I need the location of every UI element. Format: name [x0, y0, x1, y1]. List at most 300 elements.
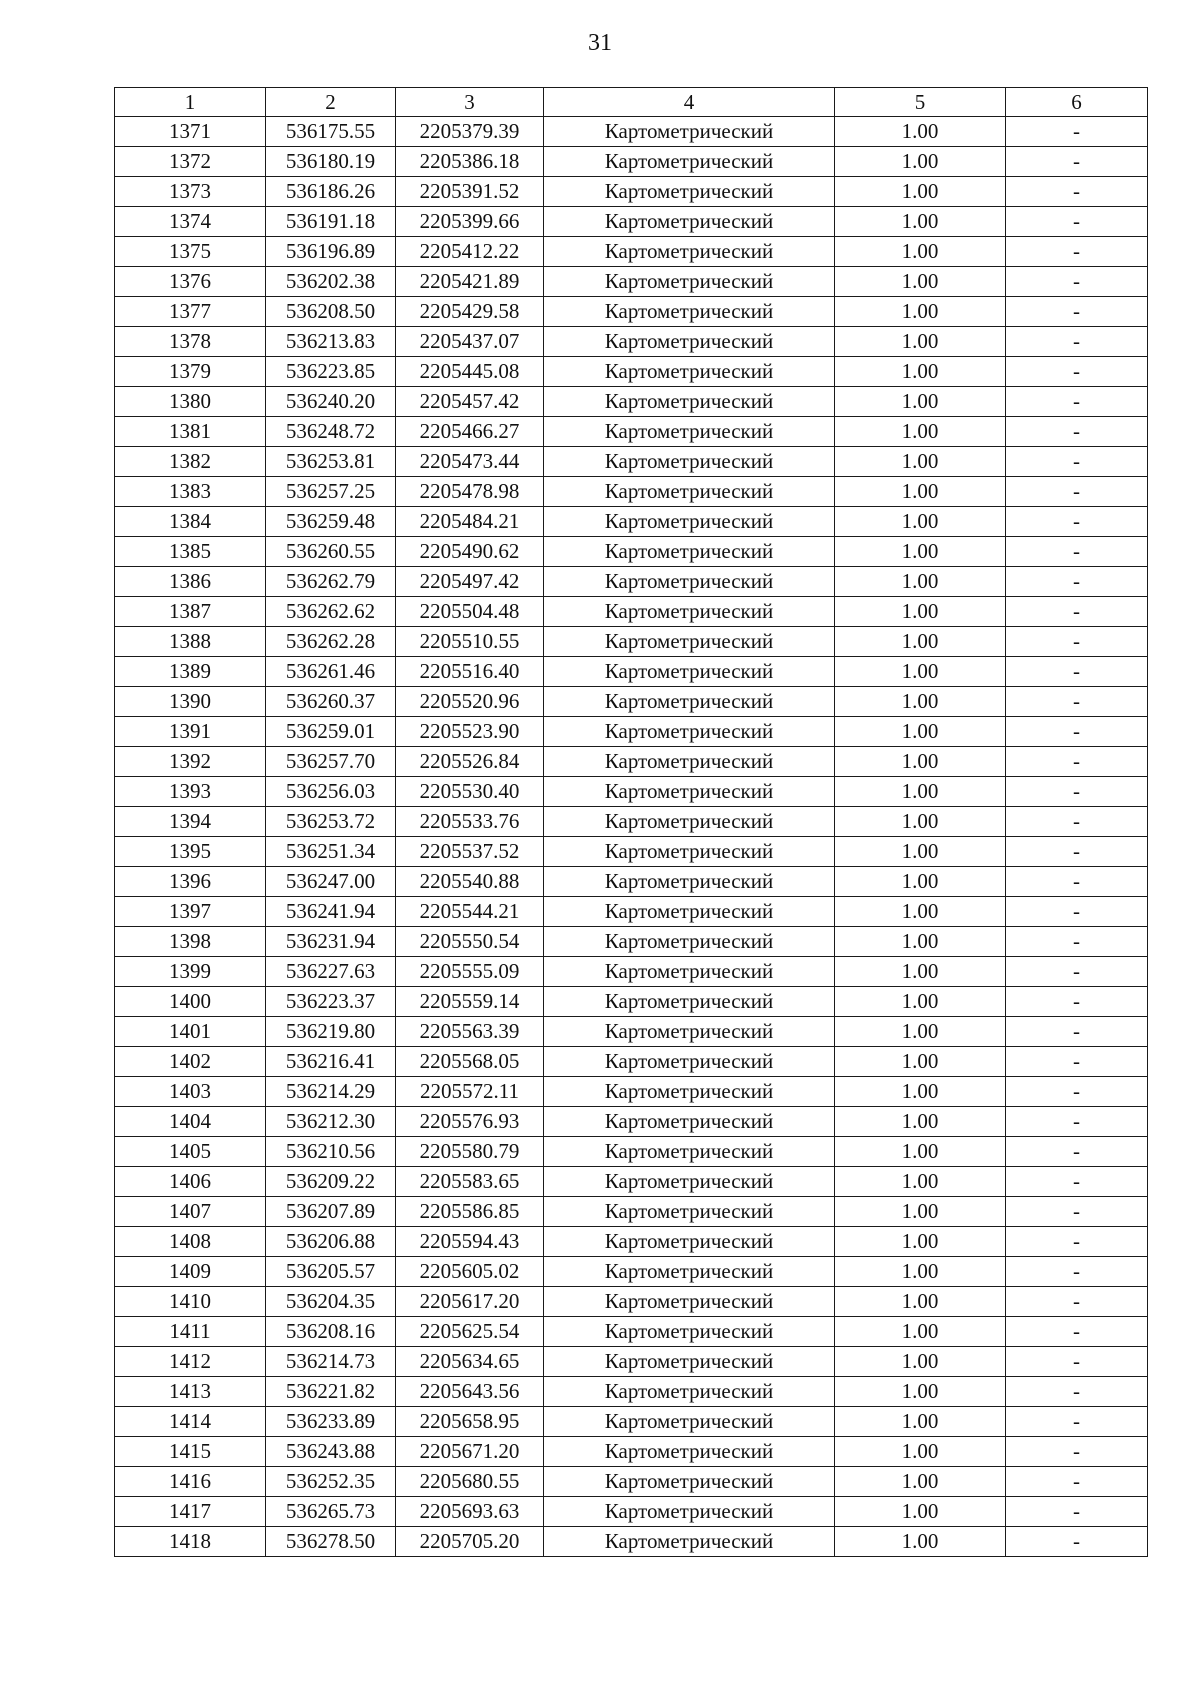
- note-cell: -: [1006, 1317, 1148, 1347]
- table-body: [115, 117, 1148, 1557]
- note-cell: -: [1006, 267, 1148, 297]
- note-cell: -: [1006, 327, 1148, 357]
- accuracy-cell: 1.00: [835, 1347, 1006, 1377]
- point-number-cell: 1389: [115, 657, 266, 687]
- note-cell: -: [1006, 1227, 1148, 1257]
- note-cell: -: [1006, 447, 1148, 477]
- x-coordinate-cell: 536247.00: [266, 867, 396, 897]
- accuracy-cell: 1.00: [835, 687, 1006, 717]
- table-row: [115, 1347, 1148, 1377]
- table-row: [115, 537, 1148, 567]
- y-coordinate-cell: 2205437.07: [396, 327, 544, 357]
- table-row: [115, 1107, 1148, 1137]
- y-coordinate-cell: 2205530.40: [396, 777, 544, 807]
- note-cell: -: [1006, 957, 1148, 987]
- coordinates-table: [114, 87, 1148, 1557]
- table-row: [115, 627, 1148, 657]
- method-cell: Картометрический: [544, 987, 835, 1017]
- y-coordinate-cell: 2205544.21: [396, 897, 544, 927]
- note-cell: -: [1006, 1287, 1148, 1317]
- note-cell: -: [1006, 1347, 1148, 1377]
- y-coordinate-cell: 2205576.93: [396, 1107, 544, 1137]
- note-cell: -: [1006, 1527, 1148, 1557]
- y-coordinate-cell: 2205563.39: [396, 1017, 544, 1047]
- table-row: [115, 1137, 1148, 1167]
- accuracy-cell: 1.00: [835, 237, 1006, 267]
- y-coordinate-cell: 2205605.02: [396, 1257, 544, 1287]
- note-cell: -: [1006, 1197, 1148, 1227]
- point-number-cell: 1387: [115, 597, 266, 627]
- point-number-cell: 1393: [115, 777, 266, 807]
- x-coordinate-cell: 536231.94: [266, 927, 396, 957]
- note-cell: -: [1006, 1077, 1148, 1107]
- x-coordinate-cell: 536186.26: [266, 177, 396, 207]
- x-coordinate-cell: 536260.37: [266, 687, 396, 717]
- y-coordinate-cell: 2205386.18: [396, 147, 544, 177]
- point-number-cell: 1416: [115, 1467, 266, 1497]
- y-coordinate-cell: 2205473.44: [396, 447, 544, 477]
- y-coordinate-cell: 2205559.14: [396, 987, 544, 1017]
- note-cell: -: [1006, 1047, 1148, 1077]
- note-cell: -: [1006, 1437, 1148, 1467]
- method-cell: Картометрический: [544, 777, 835, 807]
- table-row: [115, 987, 1148, 1017]
- x-coordinate-cell: 536243.88: [266, 1437, 396, 1467]
- point-number-cell: 1371: [115, 117, 266, 147]
- x-coordinate-cell: 536204.35: [266, 1287, 396, 1317]
- accuracy-cell: 1.00: [835, 1137, 1006, 1167]
- method-cell: Картометрический: [544, 597, 835, 627]
- table-row: [115, 147, 1148, 177]
- accuracy-cell: 1.00: [835, 627, 1006, 657]
- method-cell: Картометрический: [544, 1167, 835, 1197]
- point-number-cell: 1411: [115, 1317, 266, 1347]
- note-cell: -: [1006, 537, 1148, 567]
- method-cell: Картометрический: [544, 717, 835, 747]
- point-number-cell: 1403: [115, 1077, 266, 1107]
- table-row: [115, 1197, 1148, 1227]
- y-coordinate-cell: 2205586.85: [396, 1197, 544, 1227]
- y-coordinate-cell: 2205594.43: [396, 1227, 544, 1257]
- x-coordinate-cell: 536191.18: [266, 207, 396, 237]
- point-number-cell: 1395: [115, 837, 266, 867]
- point-number-cell: 1401: [115, 1017, 266, 1047]
- y-coordinate-cell: 2205490.62: [396, 537, 544, 567]
- method-cell: Картометрический: [544, 1347, 835, 1377]
- x-coordinate-cell: 536202.38: [266, 267, 396, 297]
- accuracy-cell: 1.00: [835, 1317, 1006, 1347]
- method-cell: Картометрический: [544, 297, 835, 327]
- table-row: [115, 807, 1148, 837]
- table-row: [115, 1497, 1148, 1527]
- x-coordinate-cell: 536216.41: [266, 1047, 396, 1077]
- note-cell: -: [1006, 1497, 1148, 1527]
- method-cell: Картометрический: [544, 177, 835, 207]
- x-coordinate-cell: 536256.03: [266, 777, 396, 807]
- note-cell: -: [1006, 357, 1148, 387]
- y-coordinate-cell: 2205429.58: [396, 297, 544, 327]
- note-cell: -: [1006, 837, 1148, 867]
- x-coordinate-cell: 536259.01: [266, 717, 396, 747]
- y-coordinate-cell: 2205379.39: [396, 117, 544, 147]
- accuracy-cell: 1.00: [835, 267, 1006, 297]
- x-coordinate-cell: 536262.28: [266, 627, 396, 657]
- point-number-cell: 1398: [115, 927, 266, 957]
- y-coordinate-cell: 2205445.08: [396, 357, 544, 387]
- table-row: [115, 747, 1148, 777]
- x-coordinate-cell: 536253.81: [266, 447, 396, 477]
- table-row: [115, 297, 1148, 327]
- y-coordinate-cell: 2205572.11: [396, 1077, 544, 1107]
- point-number-cell: 1409: [115, 1257, 266, 1287]
- x-coordinate-cell: 536278.50: [266, 1527, 396, 1557]
- accuracy-cell: 1.00: [835, 927, 1006, 957]
- accuracy-cell: 1.00: [835, 297, 1006, 327]
- method-cell: Картометрический: [544, 897, 835, 927]
- method-cell: Картометрический: [544, 1497, 835, 1527]
- note-cell: -: [1006, 597, 1148, 627]
- method-cell: Картометрический: [544, 1077, 835, 1107]
- x-coordinate-cell: 536212.30: [266, 1107, 396, 1137]
- method-cell: Картометрический: [544, 1107, 835, 1137]
- point-number-cell: 1383: [115, 477, 266, 507]
- x-coordinate-cell: 536240.20: [266, 387, 396, 417]
- note-cell: -: [1006, 417, 1148, 447]
- x-coordinate-cell: 536175.55: [266, 117, 396, 147]
- y-coordinate-cell: 2205520.96: [396, 687, 544, 717]
- point-number-cell: 1390: [115, 687, 266, 717]
- accuracy-cell: 1.00: [835, 327, 1006, 357]
- column-header: 4: [544, 88, 835, 117]
- method-cell: Картометрический: [544, 357, 835, 387]
- accuracy-cell: 1.00: [835, 1017, 1006, 1047]
- x-coordinate-cell: 536209.22: [266, 1167, 396, 1197]
- x-coordinate-cell: 536262.62: [266, 597, 396, 627]
- accuracy-cell: 1.00: [835, 1047, 1006, 1077]
- table-row: [115, 357, 1148, 387]
- table-row: [115, 1167, 1148, 1197]
- column-header: 6: [1006, 88, 1148, 117]
- x-coordinate-cell: 536248.72: [266, 417, 396, 447]
- point-number-cell: 1405: [115, 1137, 266, 1167]
- table-row: [115, 177, 1148, 207]
- y-coordinate-cell: 2205478.98: [396, 477, 544, 507]
- x-coordinate-cell: 536223.37: [266, 987, 396, 1017]
- accuracy-cell: 1.00: [835, 537, 1006, 567]
- note-cell: -: [1006, 507, 1148, 537]
- y-coordinate-cell: 2205550.54: [396, 927, 544, 957]
- method-cell: Картометрический: [544, 1407, 835, 1437]
- point-number-cell: 1380: [115, 387, 266, 417]
- table-row: [115, 417, 1148, 447]
- note-cell: -: [1006, 927, 1148, 957]
- accuracy-cell: 1.00: [835, 1497, 1006, 1527]
- method-cell: Картометрический: [544, 837, 835, 867]
- note-cell: -: [1006, 807, 1148, 837]
- table-row: [115, 507, 1148, 537]
- method-cell: Картометрический: [544, 1527, 835, 1557]
- column-header: 3: [396, 88, 544, 117]
- point-number-cell: 1407: [115, 1197, 266, 1227]
- table-row: [115, 957, 1148, 987]
- point-number-cell: 1417: [115, 1497, 266, 1527]
- point-number-cell: 1397: [115, 897, 266, 927]
- accuracy-cell: 1.00: [835, 657, 1006, 687]
- x-coordinate-cell: 536257.70: [266, 747, 396, 777]
- point-number-cell: 1399: [115, 957, 266, 987]
- accuracy-cell: 1.00: [835, 717, 1006, 747]
- y-coordinate-cell: 2205671.20: [396, 1437, 544, 1467]
- method-cell: Картометрический: [544, 417, 835, 447]
- note-cell: -: [1006, 627, 1148, 657]
- point-number-cell: 1415: [115, 1437, 266, 1467]
- method-cell: Картометрический: [544, 1257, 835, 1287]
- note-cell: -: [1006, 1257, 1148, 1287]
- x-coordinate-cell: 536252.35: [266, 1467, 396, 1497]
- table-row: [115, 267, 1148, 297]
- table-row: [115, 1317, 1148, 1347]
- y-coordinate-cell: 2205693.63: [396, 1497, 544, 1527]
- method-cell: Картометрический: [544, 807, 835, 837]
- y-coordinate-cell: 2205457.42: [396, 387, 544, 417]
- method-cell: Картометрический: [544, 387, 835, 417]
- method-cell: Картометрический: [544, 1287, 835, 1317]
- x-coordinate-cell: 536251.34: [266, 837, 396, 867]
- x-coordinate-cell: 536210.56: [266, 1137, 396, 1167]
- x-coordinate-cell: 536233.89: [266, 1407, 396, 1437]
- accuracy-cell: 1.00: [835, 1197, 1006, 1227]
- accuracy-cell: 1.00: [835, 387, 1006, 417]
- accuracy-cell: 1.00: [835, 1377, 1006, 1407]
- note-cell: -: [1006, 987, 1148, 1017]
- table-row: [115, 117, 1148, 147]
- y-coordinate-cell: 2205583.65: [396, 1167, 544, 1197]
- table-row: [115, 897, 1148, 927]
- x-coordinate-cell: 536260.55: [266, 537, 396, 567]
- point-number-cell: 1394: [115, 807, 266, 837]
- note-cell: -: [1006, 777, 1148, 807]
- table-row: [115, 327, 1148, 357]
- accuracy-cell: 1.00: [835, 1407, 1006, 1437]
- x-coordinate-cell: 536213.83: [266, 327, 396, 357]
- column-header: 1: [115, 88, 266, 117]
- note-cell: -: [1006, 717, 1148, 747]
- point-number-cell: 1375: [115, 237, 266, 267]
- method-cell: Картометрический: [544, 1317, 835, 1347]
- note-cell: -: [1006, 897, 1148, 927]
- point-number-cell: 1412: [115, 1347, 266, 1377]
- note-cell: -: [1006, 1017, 1148, 1047]
- accuracy-cell: 1.00: [835, 1257, 1006, 1287]
- accuracy-cell: 1.00: [835, 957, 1006, 987]
- accuracy-cell: 1.00: [835, 357, 1006, 387]
- accuracy-cell: 1.00: [835, 777, 1006, 807]
- y-coordinate-cell: 2205580.79: [396, 1137, 544, 1167]
- method-cell: Картометрический: [544, 207, 835, 237]
- accuracy-cell: 1.00: [835, 1287, 1006, 1317]
- y-coordinate-cell: 2205533.76: [396, 807, 544, 837]
- accuracy-cell: 1.00: [835, 897, 1006, 927]
- accuracy-cell: 1.00: [835, 1467, 1006, 1497]
- x-coordinate-cell: 536208.50: [266, 297, 396, 327]
- y-coordinate-cell: 2205523.90: [396, 717, 544, 747]
- accuracy-cell: 1.00: [835, 117, 1006, 147]
- table-row: [115, 1287, 1148, 1317]
- note-cell: -: [1006, 687, 1148, 717]
- point-number-cell: 1376: [115, 267, 266, 297]
- table-row: [115, 777, 1148, 807]
- point-number-cell: 1396: [115, 867, 266, 897]
- method-cell: Картометрический: [544, 1437, 835, 1467]
- y-coordinate-cell: 2205399.66: [396, 207, 544, 237]
- table-row: [115, 1527, 1148, 1557]
- point-number-cell: 1377: [115, 297, 266, 327]
- table-row: [115, 1257, 1148, 1287]
- note-cell: -: [1006, 207, 1148, 237]
- table-row: [115, 1377, 1148, 1407]
- y-coordinate-cell: 2205526.84: [396, 747, 544, 777]
- point-number-cell: 1400: [115, 987, 266, 1017]
- x-coordinate-cell: 536214.73: [266, 1347, 396, 1377]
- method-cell: Картометрический: [544, 927, 835, 957]
- y-coordinate-cell: 2205705.20: [396, 1527, 544, 1557]
- note-cell: -: [1006, 567, 1148, 597]
- point-number-cell: 1391: [115, 717, 266, 747]
- point-number-cell: 1381: [115, 417, 266, 447]
- point-number-cell: 1392: [115, 747, 266, 777]
- method-cell: Картометрический: [544, 867, 835, 897]
- x-coordinate-cell: 536253.72: [266, 807, 396, 837]
- x-coordinate-cell: 536241.94: [266, 897, 396, 927]
- table-row: [115, 927, 1148, 957]
- note-cell: -: [1006, 1467, 1148, 1497]
- x-coordinate-cell: 536214.29: [266, 1077, 396, 1107]
- table-row: [115, 447, 1148, 477]
- point-number-cell: 1384: [115, 507, 266, 537]
- y-coordinate-cell: 2205421.89: [396, 267, 544, 297]
- x-coordinate-cell: 536262.79: [266, 567, 396, 597]
- accuracy-cell: 1.00: [835, 1437, 1006, 1467]
- table-row: [115, 237, 1148, 267]
- y-coordinate-cell: 2205555.09: [396, 957, 544, 987]
- note-cell: -: [1006, 147, 1148, 177]
- x-coordinate-cell: 536207.89: [266, 1197, 396, 1227]
- method-cell: Картометрический: [544, 537, 835, 567]
- note-cell: -: [1006, 237, 1148, 267]
- method-cell: Картометрический: [544, 1377, 835, 1407]
- accuracy-cell: 1.00: [835, 567, 1006, 597]
- accuracy-cell: 1.00: [835, 207, 1006, 237]
- accuracy-cell: 1.00: [835, 1107, 1006, 1137]
- y-coordinate-cell: 2205504.48: [396, 597, 544, 627]
- accuracy-cell: 1.00: [835, 447, 1006, 477]
- y-coordinate-cell: 2205466.27: [396, 417, 544, 447]
- method-cell: Картометрический: [544, 567, 835, 597]
- point-number-cell: 1374: [115, 207, 266, 237]
- note-cell: -: [1006, 867, 1148, 897]
- point-number-cell: 1378: [115, 327, 266, 357]
- x-coordinate-cell: 536227.63: [266, 957, 396, 987]
- y-coordinate-cell: 2205537.52: [396, 837, 544, 867]
- table-row: [115, 1077, 1148, 1107]
- y-coordinate-cell: 2205568.05: [396, 1047, 544, 1077]
- point-number-cell: 1372: [115, 147, 266, 177]
- accuracy-cell: 1.00: [835, 477, 1006, 507]
- method-cell: Картометрический: [544, 1467, 835, 1497]
- table-row: [115, 1407, 1148, 1437]
- y-coordinate-cell: 2205516.40: [396, 657, 544, 687]
- table-row: [115, 657, 1148, 687]
- y-coordinate-cell: 2205625.54: [396, 1317, 544, 1347]
- table-row: [115, 477, 1148, 507]
- accuracy-cell: 1.00: [835, 1527, 1006, 1557]
- method-cell: Картометрический: [544, 327, 835, 357]
- y-coordinate-cell: 2205634.65: [396, 1347, 544, 1377]
- table-row: [115, 1227, 1148, 1257]
- note-cell: -: [1006, 297, 1148, 327]
- y-coordinate-cell: 2205540.88: [396, 867, 544, 897]
- point-number-cell: 1418: [115, 1527, 266, 1557]
- table-row: [115, 207, 1148, 237]
- point-number-cell: 1386: [115, 567, 266, 597]
- note-cell: -: [1006, 477, 1148, 507]
- column-header: 2: [266, 88, 396, 117]
- note-cell: -: [1006, 117, 1148, 147]
- y-coordinate-cell: 2205617.20: [396, 1287, 544, 1317]
- point-number-cell: 1406: [115, 1167, 266, 1197]
- point-number-cell: 1373: [115, 177, 266, 207]
- table-row: [115, 1467, 1148, 1497]
- method-cell: Картометрический: [544, 657, 835, 687]
- table-header-row: [115, 88, 1148, 117]
- method-cell: Картометрический: [544, 447, 835, 477]
- x-coordinate-cell: 536221.82: [266, 1377, 396, 1407]
- y-coordinate-cell: 2205680.55: [396, 1467, 544, 1497]
- point-number-cell: 1388: [115, 627, 266, 657]
- point-number-cell: 1385: [115, 537, 266, 567]
- note-cell: -: [1006, 1407, 1148, 1437]
- accuracy-cell: 1.00: [835, 747, 1006, 777]
- method-cell: Картометрический: [544, 147, 835, 177]
- point-number-cell: 1408: [115, 1227, 266, 1257]
- table-row: [115, 717, 1148, 747]
- method-cell: Картометрический: [544, 747, 835, 777]
- point-number-cell: 1414: [115, 1407, 266, 1437]
- table-row: [115, 567, 1148, 597]
- note-cell: -: [1006, 1167, 1148, 1197]
- accuracy-cell: 1.00: [835, 987, 1006, 1017]
- method-cell: Картометрический: [544, 1017, 835, 1047]
- table-row: [115, 687, 1148, 717]
- table-row: [115, 1047, 1148, 1077]
- table-row: [115, 867, 1148, 897]
- x-coordinate-cell: 536259.48: [266, 507, 396, 537]
- point-number-cell: 1410: [115, 1287, 266, 1317]
- method-cell: Картометрический: [544, 237, 835, 267]
- point-number-cell: 1404: [115, 1107, 266, 1137]
- method-cell: Картометрический: [544, 1047, 835, 1077]
- method-cell: Картометрический: [544, 507, 835, 537]
- y-coordinate-cell: 2205658.95: [396, 1407, 544, 1437]
- accuracy-cell: 1.00: [835, 807, 1006, 837]
- x-coordinate-cell: 536257.25: [266, 477, 396, 507]
- note-cell: -: [1006, 1107, 1148, 1137]
- point-number-cell: 1402: [115, 1047, 266, 1077]
- y-coordinate-cell: 2205643.56: [396, 1377, 544, 1407]
- note-cell: -: [1006, 1377, 1148, 1407]
- table-row: [115, 837, 1148, 867]
- note-cell: -: [1006, 747, 1148, 777]
